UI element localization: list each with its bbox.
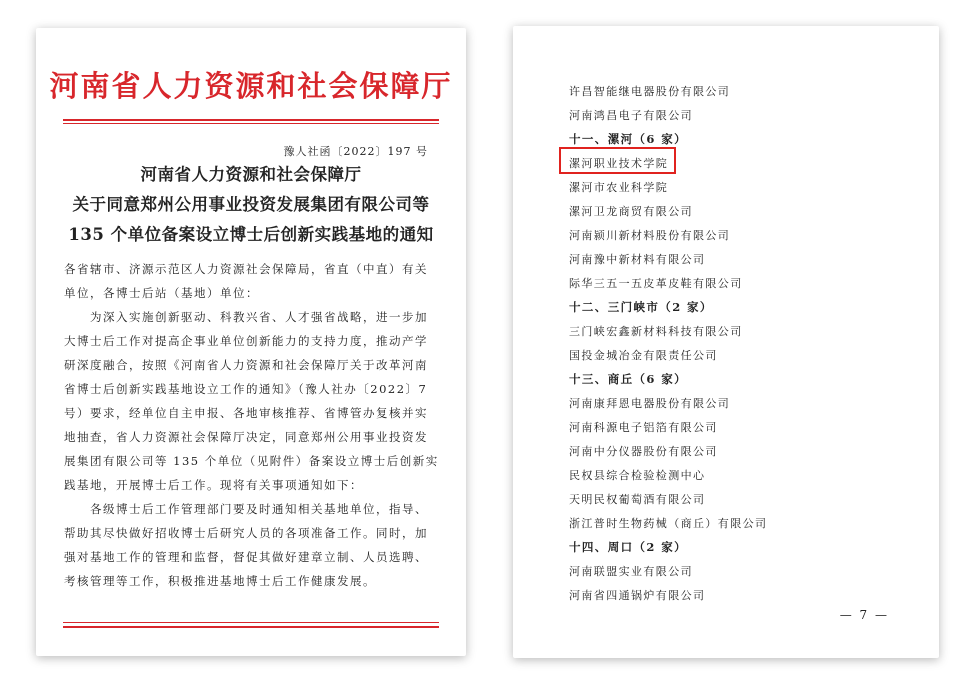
list-item: 河南豫中新材料有限公司 bbox=[569, 253, 706, 266]
notice-first-page bbox=[36, 28, 466, 656]
list-item: 许昌智能继电器股份有限公司 bbox=[569, 85, 731, 98]
body-line: 强对基地工作的管理和监督，督促其做好建章立制、人员选聘、 bbox=[64, 550, 428, 564]
list-item: 民权县综合检验检测中心 bbox=[569, 469, 706, 482]
page-number: — 7 — bbox=[839, 608, 889, 622]
list-item: 河南科源电子铝箔有限公司 bbox=[569, 421, 718, 434]
list-item: 浙江普时生物药械（商丘）有限公司 bbox=[569, 517, 768, 530]
highlight-box bbox=[559, 147, 676, 174]
body-line: 为深入实施创新驱动、科教兴省、人才强省战略，进一步加 bbox=[64, 310, 428, 324]
list-item: 漯河卫龙商贸有限公司 bbox=[569, 205, 693, 218]
body-line: 各省辖市、济源示范区人力资源社会保障局，省直（中直）有关 bbox=[64, 262, 428, 276]
org-header: 河南省人力资源和社会保障厅 bbox=[49, 69, 453, 103]
list-item: 河南省四通锅炉有限公司 bbox=[569, 589, 706, 602]
notice-title-line-2: 关于同意郑州公用事业投资发展集团有限公司等 bbox=[72, 195, 430, 214]
list-item: 河南颍川新材料股份有限公司 bbox=[569, 229, 731, 242]
notice-title-line-3: 135 个单位备案设立博士后创新实践基地的通知 bbox=[68, 225, 434, 244]
document-number: 豫人社函〔2022〕197 号 bbox=[283, 145, 428, 158]
body-line: 省博士后创新实践基地设立工作的通知》（豫人社办〔2022〕7 bbox=[64, 382, 428, 396]
list-item: 河南鸿昌电子有限公司 bbox=[569, 109, 693, 122]
list-item: 际华三五一五皮革皮鞋有限公司 bbox=[569, 277, 743, 290]
region-heading: 十三、商丘（6 家） bbox=[569, 372, 688, 386]
body-line: 展集团有限公司等 135 个单位（见附件）备案设立博士后创新实 bbox=[64, 454, 439, 468]
header-red-rule bbox=[63, 119, 439, 121]
list-item: 天明民权葡萄酒有限公司 bbox=[569, 493, 706, 506]
body-line: 研深度融合，按照《河南省人力资源和社会保障厅关于改革河南 bbox=[64, 358, 428, 372]
attachment-list-page bbox=[513, 26, 939, 658]
body-line: 考核管理等工作，积极推进基地博士后工作健康发展。 bbox=[64, 574, 376, 588]
list-item: 三门峡宏鑫新材料科技有限公司 bbox=[569, 325, 743, 338]
list-item: 河南中分仪器股份有限公司 bbox=[569, 445, 718, 458]
list-item: 国投金城冶金有限责任公司 bbox=[569, 349, 718, 362]
body-line: 践基地，开展博士后工作。现将有关事项通知如下： bbox=[64, 478, 363, 492]
body-line: 帮助其尽快做好招收博士后研究人员的各项准备工作。同时，加 bbox=[64, 526, 428, 540]
list-item: 河南康拜恩电器股份有限公司 bbox=[569, 397, 731, 410]
body-line: 地抽查，省人力资源社会保障厅决定，同意郑州公用事业投资发 bbox=[64, 430, 428, 444]
body-line: 大博士后工作对提高企事业单位创新能力的支持力度，推动产学 bbox=[64, 334, 428, 348]
body-line: 单位，各博士后站（基地）单位： bbox=[64, 286, 259, 300]
body-line: 号）要求，经单位自主申报、各地审核推荐、省博管办复核并实 bbox=[64, 406, 428, 420]
footer-red-rule bbox=[63, 626, 439, 628]
list-item: 河南联盟实业有限公司 bbox=[569, 565, 693, 578]
list-item: 漯河市农业科学院 bbox=[569, 181, 669, 194]
region-heading: 十二、三门峡市（2 家） bbox=[569, 300, 713, 314]
body-line: 各级博士后工作管理部门要及时通知相关基地单位，指导、 bbox=[64, 502, 428, 516]
region-heading: 十四、周口（2 家） bbox=[569, 540, 688, 554]
footer-red-rule-thin bbox=[63, 622, 439, 623]
header-red-rule-thin bbox=[63, 123, 439, 124]
list-item-highlighted: 漯河职业技术学院 bbox=[569, 157, 669, 170]
region-heading: 十一、漯河（6 家） bbox=[569, 132, 688, 146]
notice-title-line-1: 河南省人力资源和社会保障厅 bbox=[140, 165, 362, 184]
